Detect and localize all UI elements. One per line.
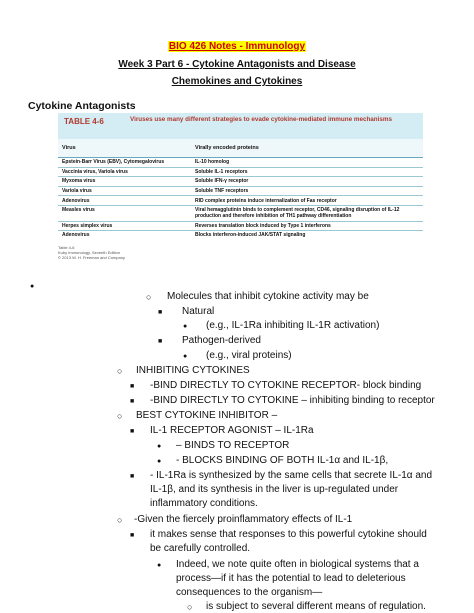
outline-line: IL-1β, and its synthesis in the liver is up-regulated under	[150, 484, 399, 495]
page-subtitle-week: Week 3 Part 6 - Cytokine Antagonists and Disease	[118, 59, 356, 70]
cell-protein: Blocks interferon-induced JAK/STAT signaling	[195, 232, 306, 239]
cell-virus: Adenovirus	[62, 232, 90, 239]
outline-line: Natural	[182, 306, 215, 317]
table-column-headers	[58, 139, 423, 158]
col-proteins: Virally encoded proteins	[195, 145, 259, 151]
table-caption: Viruses use many different strategies to evade cytokine-mediated immune mechanisms	[130, 116, 393, 123]
hollow-bullet: ○	[117, 515, 123, 525]
square-bullet: ■	[158, 338, 163, 345]
outline-line: Pathogen-derived	[182, 335, 261, 346]
cell-protein: RID complex proteins induce internalization of Fas receptor	[195, 197, 337, 204]
outline-line: - BLOCKS BINDING OF BOTH IL-1α and IL-1β,	[176, 455, 389, 466]
cell-virus: Herpes simplex virus	[62, 222, 113, 229]
outline-line: process—if it has the potential to lead to deleterious	[176, 573, 406, 584]
table-figure	[58, 113, 423, 260]
table-footer-copyright: © 2013 W. H. Freeman and Company	[58, 254, 125, 260]
page-subtitle-topic: Chemokines and Cytokines	[171, 76, 303, 87]
filled-bullet: ●	[183, 323, 188, 330]
square-bullet: ■	[130, 473, 135, 480]
outline-line: inflammatory conditions.	[150, 498, 258, 509]
outline-line: is subject to several different means of regulation.	[206, 601, 426, 612]
table-row	[58, 222, 423, 232]
cell-virus: Variola virus	[62, 187, 92, 194]
outline-line: (e.g., viral proteins)	[206, 350, 292, 361]
outline-line: - IL-1Ra is synthesized by the same cells that secrete IL-1α and	[150, 470, 433, 481]
hollow-bullet: ○	[117, 411, 123, 421]
table-row	[58, 158, 423, 168]
square-bullet: ■	[130, 383, 135, 390]
table-row	[58, 187, 423, 197]
outline-line: (e.g., IL-1Ra inhibiting IL-1R activation)	[206, 320, 380, 331]
hollow-bullet: ○	[187, 602, 193, 612]
outline-line: -BIND DIRECTLY TO CYTOKINE – inhibiting binding to receptor	[150, 395, 435, 406]
square-bullet: ■	[130, 428, 135, 435]
hollow-bullet: ○	[146, 292, 152, 302]
table-row	[58, 196, 423, 206]
cell-protein: IL-10 homolog	[195, 159, 230, 166]
outline-line: – BINDS TO RECEPTOR	[176, 440, 290, 451]
square-bullet: ■	[158, 309, 163, 316]
square-bullet: ■	[130, 398, 135, 405]
filled-bullet: ●	[183, 353, 188, 360]
table-row	[58, 177, 423, 187]
cell-virus: Vaccinia virus, Variola virus	[62, 168, 128, 175]
table-tag: TABLE 4-6	[64, 117, 104, 126]
cell-protein: Soluble IFN-γ receptor	[195, 178, 249, 185]
table-row	[58, 231, 423, 240]
page-title	[0, 41, 474, 52]
outline-line: it makes sense that responses to this powerful cytokine should	[150, 529, 427, 540]
filled-bullet: ●	[30, 283, 35, 290]
outline-line: -Given the fiercely proinflammatory effects of IL-1	[134, 514, 353, 525]
table-row	[58, 206, 423, 222]
cell-virus: Adenovirus	[62, 197, 90, 204]
cell-protein: Viral hemagglutinin binds to complement receptor, CD46, signaling disruption of IL-12 production and therefore inhibition of TH1 pathway differentiation	[195, 207, 400, 220]
table-footer-label: Table 4-6	[58, 244, 75, 250]
outline-line: IL-1 RECEPTOR AGONIST – IL-1Ra	[150, 425, 314, 436]
title-text: BIO 426 Notes - Immunology	[168, 41, 306, 52]
hollow-bullet: ○	[117, 366, 123, 376]
table-header	[58, 113, 423, 139]
table-row	[58, 168, 423, 178]
cell-virus: Myxoma virus	[62, 178, 96, 185]
section-heading: Cytokine Antagonists	[28, 100, 136, 112]
col-virus: Virus	[62, 145, 76, 151]
outline-line: -BIND DIRECTLY TO CYTOKINE RECEPTOR- block binding	[150, 380, 422, 391]
cell-protein: Reverses translation block induced by Type 1 interferons	[195, 222, 331, 229]
outline-line: be carefully controlled.	[150, 543, 251, 554]
outline-line: consequences to the organism—	[176, 587, 323, 598]
filled-bullet: ●	[157, 562, 162, 569]
outline-line: Indeed, we note quite often in biological systems that a	[176, 559, 419, 570]
cell-protein: Soluble IL-1 receptors	[195, 168, 248, 175]
filled-bullet: ●	[157, 443, 162, 450]
outline-line: BEST CYTOKINE INHIBITOR –	[136, 410, 278, 421]
table-footer	[58, 245, 423, 260]
outline-line: Molecules that inhibit cytokine activity may be	[167, 291, 369, 302]
cell-virus: Epstein-Barr Virus (EBV), Cytomegalovirus	[62, 159, 165, 166]
square-bullet: ■	[130, 532, 135, 539]
cell-virus: Measles virus	[62, 207, 95, 214]
outline-line: INHIBITING CYTOKINES	[136, 365, 250, 376]
table-footer-source: Kuby Immunology, Seventh Edition	[58, 249, 120, 255]
cell-protein: Soluble TNF receptors	[195, 187, 249, 194]
filled-bullet: ●	[157, 458, 162, 465]
